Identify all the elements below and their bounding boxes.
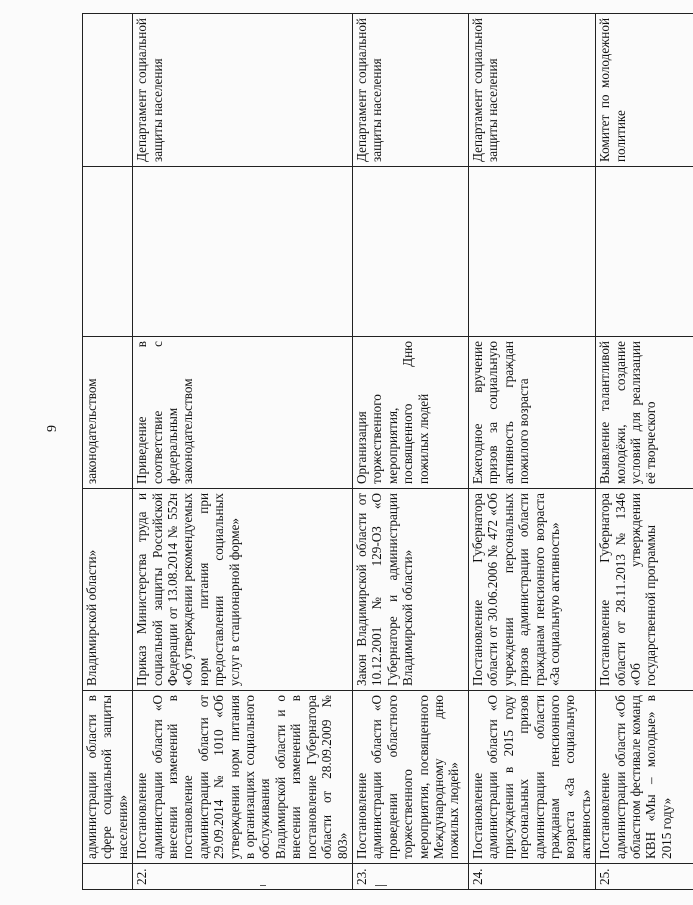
legal-basis: Закон Владимирской области от 10.12.2001 № 129-ОЗ «О Губернаторе и администрации Владимирской области» <box>352 489 468 691</box>
rotated-table-container <box>82 14 674 890</box>
purpose: законодательством <box>83 337 133 489</box>
purpose: Приведение в соответствие с федеральным законодательством <box>133 337 353 489</box>
legislation-plan-table <box>82 13 693 890</box>
act-title: Постановление администрации области «О проведении областного торжественного мероприятия, посвященного Международному дню пожилых людей» <box>352 691 468 864</box>
scan-mark <box>375 885 387 886</box>
table-row <box>352 14 468 890</box>
act-title: Постановление администрации области «Об областном фестивале команд КВН «Мы – молодые» в 2015 году» <box>596 691 693 864</box>
row-number: 23. <box>352 864 468 890</box>
act-title: Постановление администрации области «О внесении изменений в постановление администрации области от 29.09.2014 № 1010 «Об утверждении норм питания в организациях социального обслуживания Владимирской области и о внесении изменений в постановление Губернатора области от 28.09.2009 № 803» <box>133 691 353 864</box>
row-number: 22. <box>133 864 353 890</box>
legal-basis: Постановление Губернатора области от 28.11.2013 № 1346 «Об утверждении государственной программы <box>596 489 693 691</box>
act-title: Постановление администрации области «О присуждении в 2015 году персональных призов администрации области гражданам пенсионного возраста «За социальную активность» <box>468 691 595 864</box>
executor <box>83 14 133 167</box>
scan-mark <box>260 885 266 886</box>
page-number: 9 <box>45 425 60 432</box>
executor: Департамент социальной защиты населения <box>352 14 468 167</box>
empty-cell <box>468 167 595 337</box>
empty-cell <box>83 167 133 337</box>
table-row <box>133 14 353 890</box>
executor: Департамент социальной защиты населения <box>133 14 353 167</box>
empty-cell <box>596 167 693 337</box>
row-number: 24. <box>468 864 595 890</box>
row-number <box>83 864 133 890</box>
table-row <box>468 14 595 890</box>
table-row <box>596 14 693 890</box>
legal-basis: Приказ Министерства труда и социальной защиты Российской Федерации от 13.08.2014 № 552н «Об утверждении рекомендуемых норм питания при предоставлении социальных услуг в стационарной форме» <box>133 489 353 691</box>
legal-basis: Постановление Губернатора области от 30.06.2006 № 472 «Об учреждении персональных призов администрации области гражданам пенсионного возраста «За социальную активность» <box>468 489 595 691</box>
empty-cell <box>133 167 353 337</box>
executor: Комитет по молодежной политике <box>596 14 693 167</box>
act-title: администрации области в сфере социальной защиты населения» <box>83 691 133 864</box>
executor: Департамент социальной защиты населения <box>468 14 595 167</box>
legal-basis: Владимирской области» <box>83 489 133 691</box>
empty-cell <box>352 167 468 337</box>
purpose: Выявление талантливой молодёжи, создание условий для реализации её творческого <box>596 337 693 489</box>
row-number: 25. <box>596 864 693 890</box>
purpose: Ежегодное вручение призов за социальную активность граждан пожилого возраста <box>468 337 595 489</box>
table-row <box>83 14 133 890</box>
purpose: Организация торжественного мероприятия, посвященного Дню пожилых людей <box>352 337 468 489</box>
